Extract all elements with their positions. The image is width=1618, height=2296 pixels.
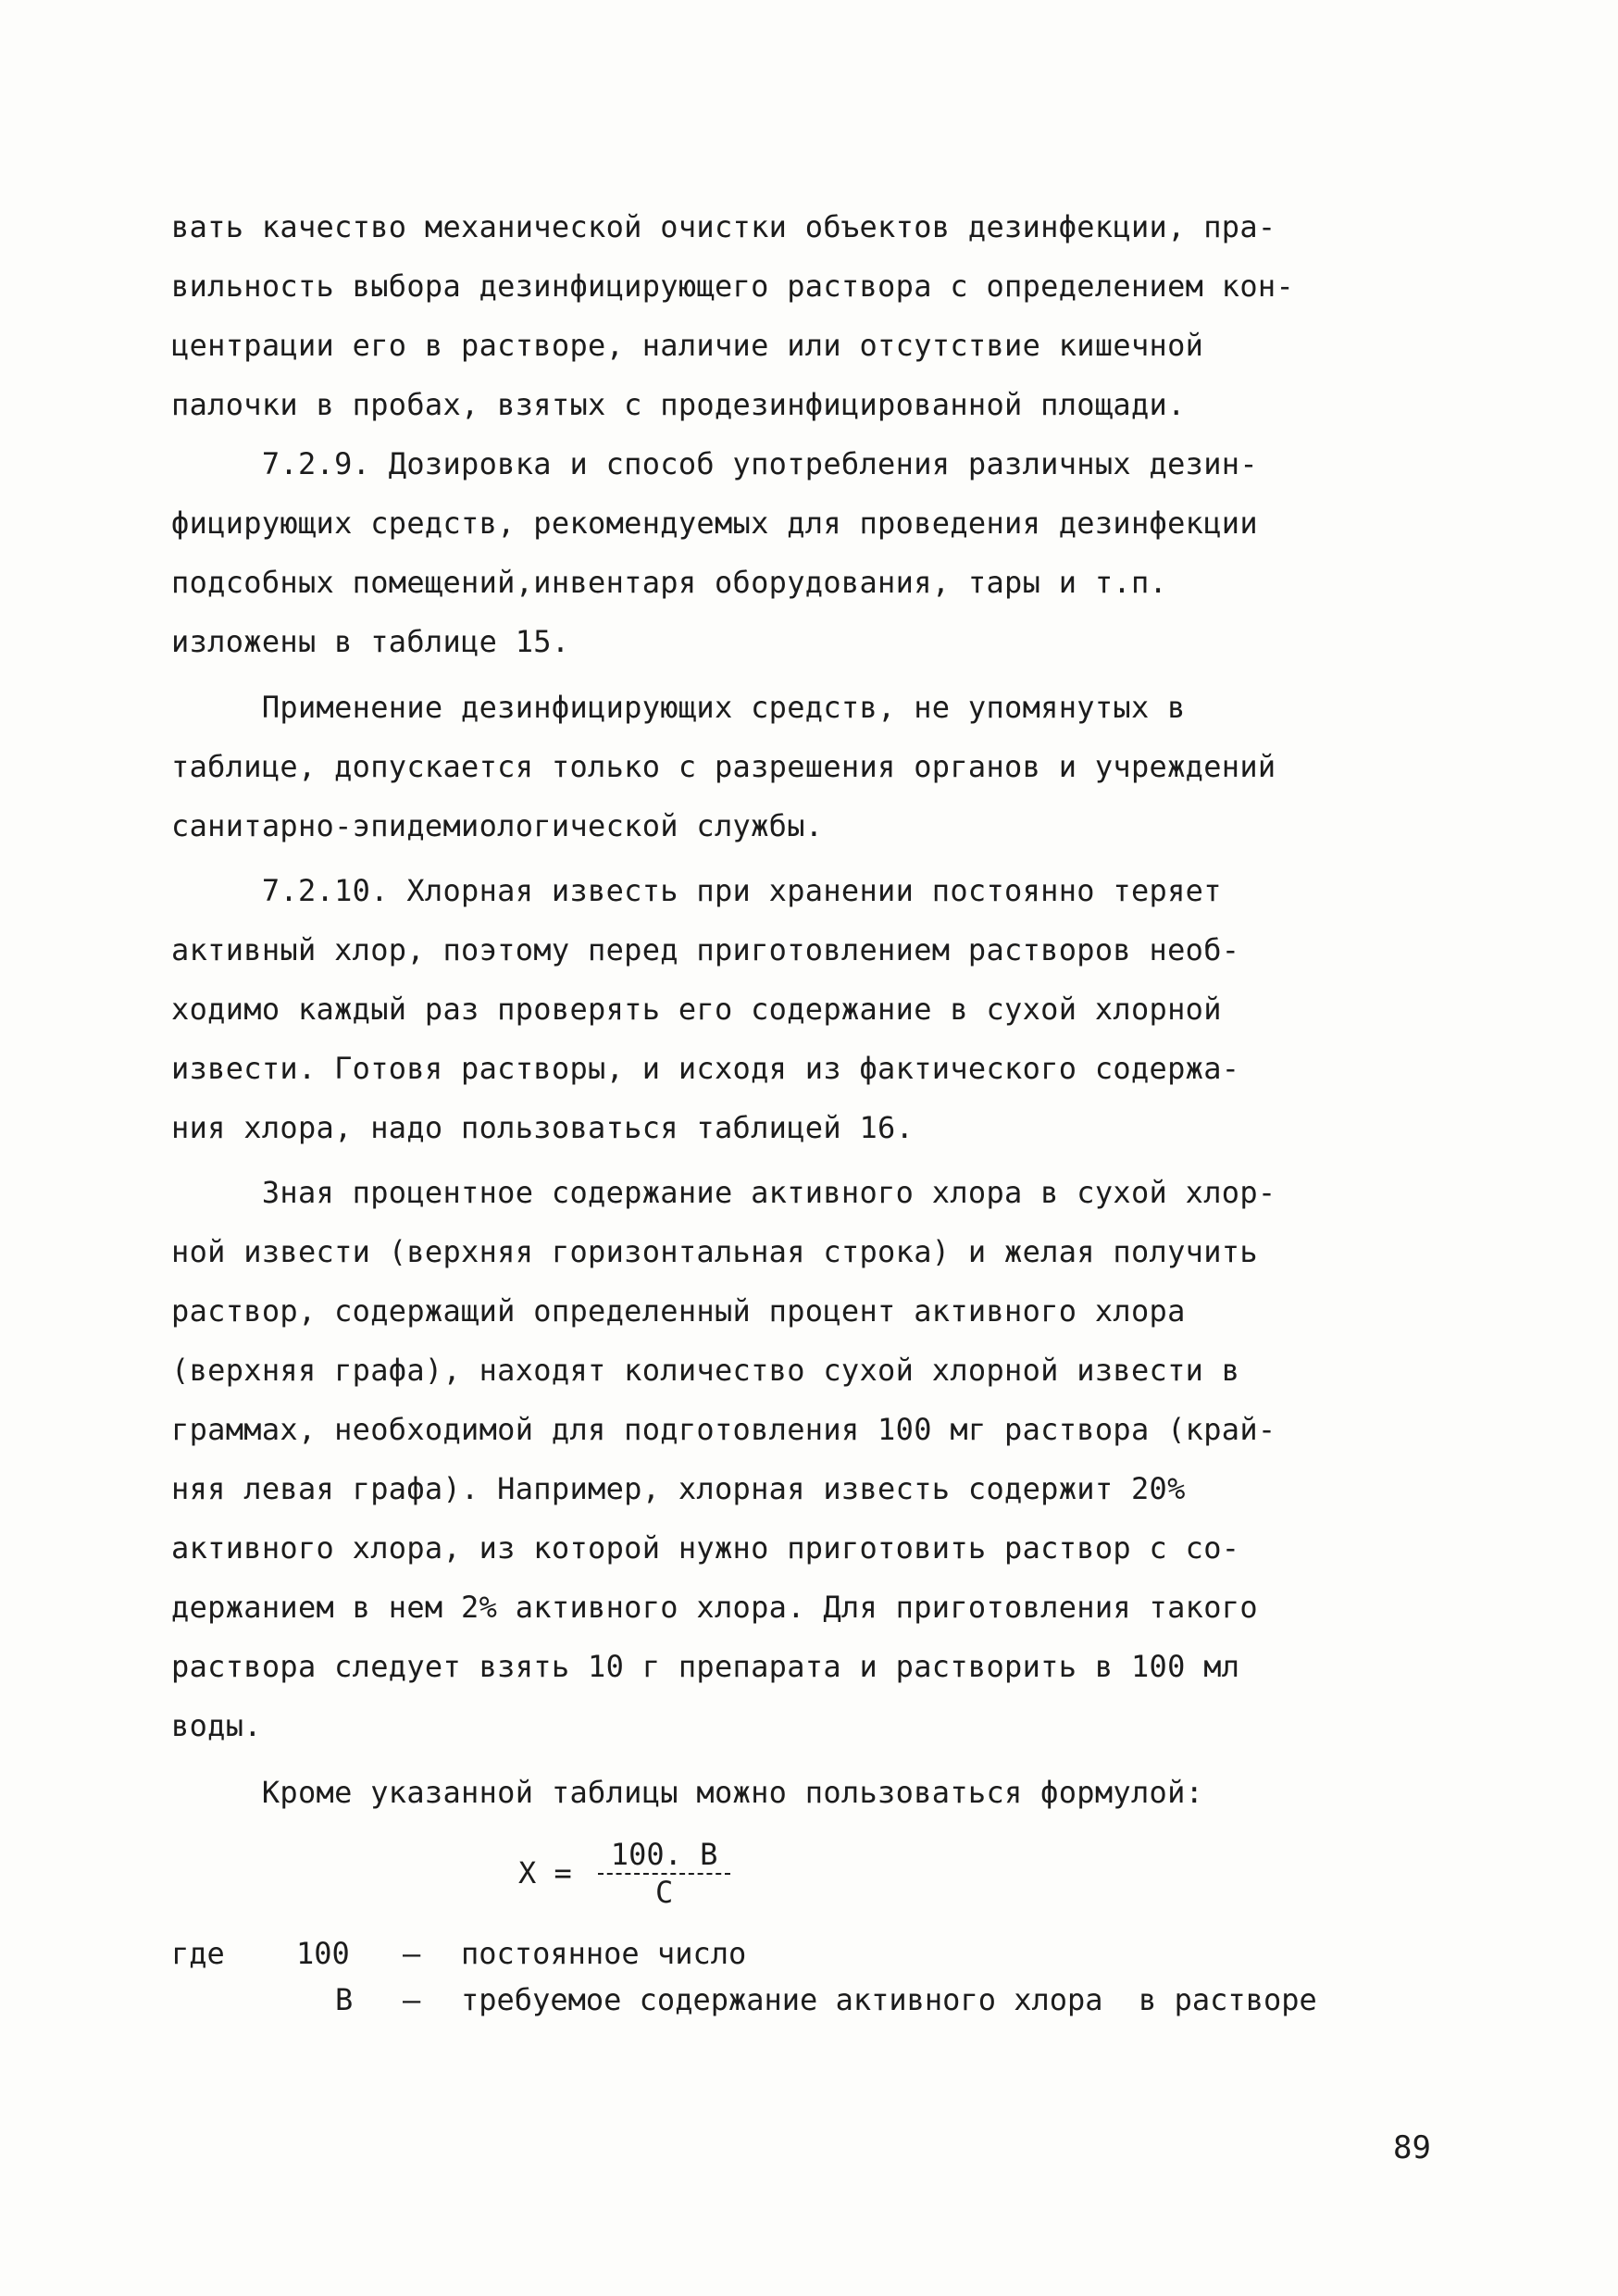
body-line: граммах, необходимой для подготовления 100 мг раствора (край- xyxy=(171,1412,1276,1447)
legend-text: требуемое содержание активного хлора в растворе xyxy=(461,1982,1317,2017)
legend-dash: – xyxy=(403,1982,421,2017)
body-line: 7.2.10. Хлорная известь при хранении постоянно теряет xyxy=(171,873,1222,908)
body-line: фицирующих средств, рекомендуемых для проведения дезинфекции xyxy=(171,505,1258,541)
body-line: ной извести (верхняя горизонтальная строка) и желая получить xyxy=(171,1234,1258,1269)
body-line: раствора следует взять 10 г препарата и растворить в 100 мл xyxy=(171,1649,1240,1684)
page-number: 89 xyxy=(1393,2129,1431,2166)
body-line: центрации его в растворе, наличие или отсутствие кишечной xyxy=(171,328,1204,363)
body-line: активный хлор, поэтому перед приготовлением растворов необ- xyxy=(171,932,1240,967)
legend-where-label: где xyxy=(171,1936,225,1971)
legend-dash: – xyxy=(403,1936,421,1971)
body-line: няя левая графа). Например, хлорная известь содержит 20% xyxy=(171,1471,1186,1506)
body-line: воды. xyxy=(171,1708,262,1743)
legend-text: постоянное число xyxy=(461,1936,747,1971)
formula-denominator: C xyxy=(654,1875,674,1910)
body-line: держанием в нем 2% активного хлора. Для приготовления такого xyxy=(171,1590,1258,1625)
legend-symbol: В xyxy=(335,1982,354,2017)
body-line: ния хлора, надо пользоваться таблицей 16. xyxy=(171,1110,915,1145)
formula-fraction xyxy=(598,1838,731,1908)
body-line: санитарно-эпидемиологической службы. xyxy=(171,808,824,843)
body-line: изложены в таблице 15. xyxy=(171,624,570,659)
body-line: палочки в пробах, взятых с продезинфицированной площади. xyxy=(171,387,1186,422)
body-line: таблице, допускается только с разрешения органов и учреждений xyxy=(171,749,1276,784)
body-line: вать качество механической очистки объектов дезинфекции, пра- xyxy=(171,209,1276,244)
body-line: подсобных помещений,инвентаря оборудования, тары и т.п. xyxy=(171,565,1168,600)
body-line: (верхняя графа), находят количество сухой хлорной извести в xyxy=(171,1353,1240,1388)
body-line: вильность выбора дезинфицирующего раствора с определением кон- xyxy=(171,268,1295,304)
body-line: Зная процентное содержание активного хлора в сухой хлор- xyxy=(171,1175,1276,1210)
body-line: раствор, содержащий определенный процент активного хлора xyxy=(171,1293,1186,1329)
body-line: ходимо каждый раз проверять его содержание в сухой хлорной xyxy=(171,992,1222,1027)
formula-numerator: 100. B xyxy=(598,1838,731,1875)
formula-lhs: X = xyxy=(518,1855,572,1890)
body-line: 7.2.9. Дозировка и способ употребления различных дезин- xyxy=(171,446,1258,481)
body-line: активного хлора, из которой нужно приготовить раствор с со- xyxy=(171,1530,1240,1566)
legend-symbol: 100 xyxy=(296,1936,350,1971)
body-line: Кроме указанной таблицы можно пользоваться формулой: xyxy=(171,1775,1204,1810)
body-line: Применение дезинфицирующих средств, не упомянутых в xyxy=(171,690,1186,725)
body-line: извести. Готовя растворы, и исходя из фактического содержа- xyxy=(171,1051,1240,1086)
formula xyxy=(518,1838,730,1908)
